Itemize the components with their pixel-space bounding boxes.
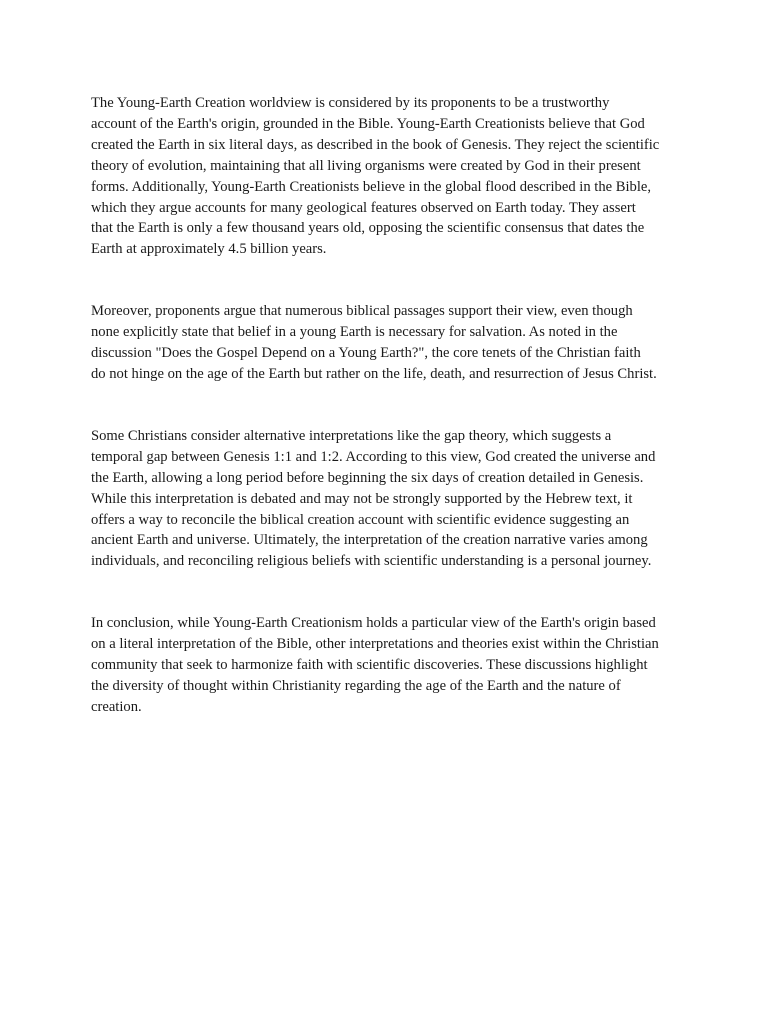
paragraph-line: the Earth, allowing a long period before beginning the six days of creation detailed in Genesis. (91, 469, 644, 486)
paragraph-line: created the Earth in six literal days, as described in the book of Genesis. They reject the scientific (91, 136, 660, 153)
paragraph-line: While this interpretation is debated and may not be strongly supported by the Hebrew text, it (91, 490, 633, 507)
paragraph-line: community that seek to harmonize faith with scientific discoveries. These discussions highlight (91, 657, 648, 674)
paragraph-conclusion (91, 613, 691, 718)
paragraph-line: none explicitly state that belief in a young Earth is necessary for salvation. As noted in the (91, 324, 618, 341)
paragraph-line: ancient Earth and universe. Ultimately, the interpretation of the creation narrative varies among (91, 532, 648, 549)
paragraph-young-earth-worldview (91, 93, 691, 260)
paragraph-line: offers a way to reconcile the biblical creation account with scientific evidence suggesting an (91, 511, 630, 528)
paragraph-line: temporal gap between Genesis 1:1 and 1:2. According to this view, God created the universe and (91, 448, 656, 465)
paragraph-gap-theory (91, 426, 691, 572)
paragraph-line: In conclusion, while Young-Earth Creationism holds a particular view of the Earth's origin based (91, 615, 656, 632)
document-page (91, 93, 691, 759)
paragraph-line: Moreover, proponents argue that numerous biblical passages support their view, even though (91, 303, 633, 320)
paragraph-line: Earth at approximately 4.5 billion years. (91, 241, 327, 258)
paragraph-line: do not hinge on the age of the Earth but rather on the life, death, and resurrection of Jesus Christ. (91, 365, 657, 382)
paragraph-line: account of the Earth's origin, grounded in the Bible. Young-Earth Creationists believe that God (91, 115, 645, 132)
paragraph-line: which they argue accounts for many geological features observed on Earth today. They assert (91, 199, 636, 216)
paragraph-biblical-passages (91, 301, 691, 385)
paragraph-line: The Young-Earth Creation worldview is considered by its proponents to be a trustworthy (91, 95, 610, 111)
paragraph-line: forms. Additionally, Young-Earth Creationists believe in the global flood described in the Bible, (91, 178, 652, 195)
paragraph-line: creation. (91, 698, 142, 715)
paragraph-line: Some Christians consider alternative interpretations like the gap theory, which suggests a (91, 427, 612, 444)
paragraph-line: discussion "Does the Gospel Depend on a Young Earth?", the core tenets of the Christian faith (91, 345, 641, 362)
paragraph-line: individuals, and reconciling religious beliefs with scientific understanding is a personal journey. (91, 553, 652, 570)
paragraph-line: the diversity of thought within Christianity regarding the age of the Earth and the nature of (91, 677, 621, 694)
paragraph-line: theory of evolution, maintaining that all living organisms were created by God in their present (91, 157, 641, 174)
paragraph-line: that the Earth is only a few thousand years old, opposing the scientific consensus that dates the (91, 220, 645, 237)
paragraph-line: on a literal interpretation of the Bible, other interpretations and theories exist within the Christian (91, 636, 659, 653)
